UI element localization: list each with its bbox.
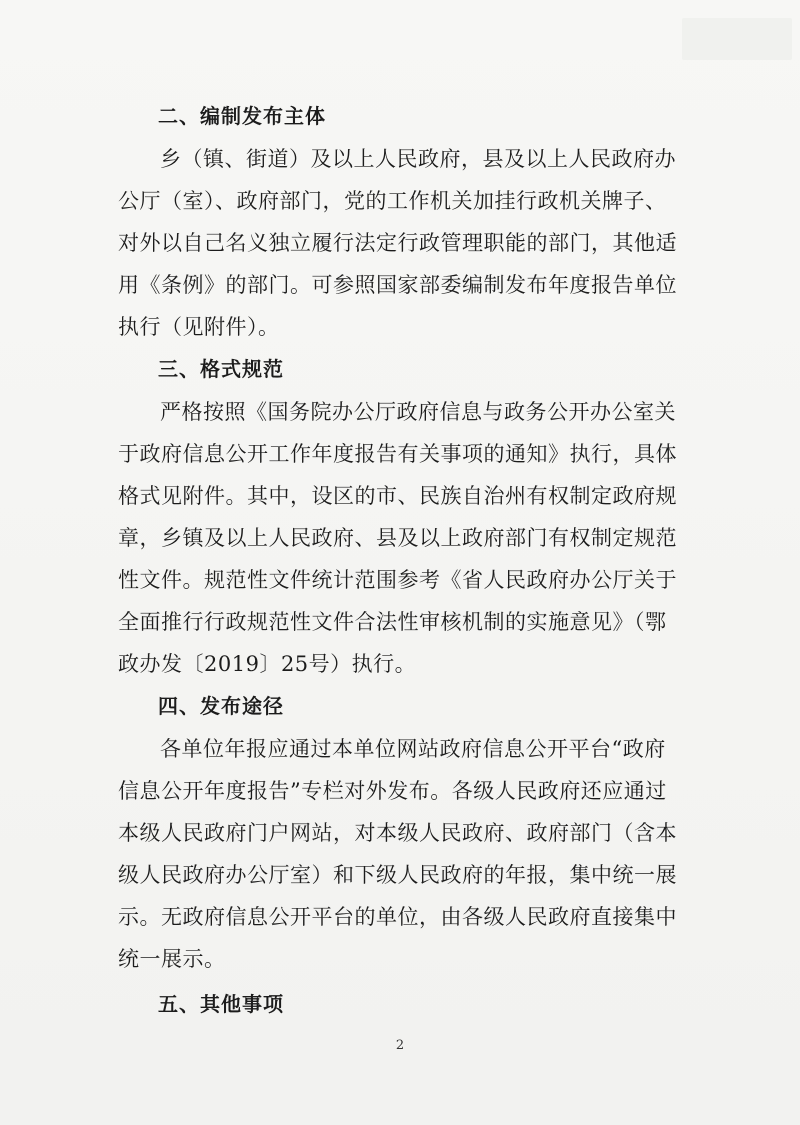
paragraph-line: 信息公开年度报告”专栏对外发布。各级人民政府还应通过 xyxy=(118,779,667,803)
paragraph-line: 执行（见附件）。 xyxy=(118,315,280,339)
paragraph-line: 性文件。规范性文件统计范围参考《省人民政府办公厅关于 xyxy=(118,568,677,592)
section-heading-publishing-channel: 四、发布途径 xyxy=(158,694,284,718)
paragraph-line: 各单位年报应通过本单位网站政府信息公开平台“政府 xyxy=(160,737,666,761)
paragraph-line: 示。无政府信息公开平台的单位，由各级人民政府直接集中 xyxy=(118,905,677,929)
paragraph-line: 级人民政府办公厅室）和下级人民政府的年报，集中统一展 xyxy=(118,863,677,887)
paragraph-line: 对外以自己名义独立履行法定行政管理职能的部门，其他适 xyxy=(118,231,677,255)
paragraph-line: 用《条例》的部门。可参照国家部委编制发布年度报告单位 xyxy=(118,273,677,297)
paragraph-line: 章，乡镇及以上人民政府、县及以上政府部门有权制定规范 xyxy=(118,526,677,550)
page-number: 2 xyxy=(395,1038,405,1053)
section-heading-other-matters: 五、其他事项 xyxy=(158,992,284,1016)
paragraph-line: 全面推行行政规范性文件合法性审核机制的实施意见》（鄂 xyxy=(118,610,667,634)
document-body xyxy=(118,95,708,1026)
paragraph-line: 本级人民政府门户网站，对本级人民政府、政府部门（含本 xyxy=(118,821,677,845)
paragraph-line: 乡（镇、街道）及以上人民政府，县及以上人民政府办 xyxy=(160,147,676,171)
paragraph-line: 公厅（室）、政府部门，党的工作机关加挂行政机关牌子、 xyxy=(118,189,667,213)
paragraph-line: 格式见附件。其中，设区的市、民族自治州有权制定政府规 xyxy=(118,484,677,508)
paragraph-line: 于政府信息公开工作年度报告有关事项的通知》执行，具体 xyxy=(118,442,677,466)
scan-corner-mark xyxy=(682,18,792,60)
section-heading-publishing-entity: 二、编制发布主体 xyxy=(158,104,326,128)
paragraph-line: 统一展示。 xyxy=(118,947,226,971)
section-heading-format-spec: 三、格式规范 xyxy=(158,357,284,381)
paragraph-line: 严格按照《国务院办公厅政府信息与政务公开办公室关 xyxy=(160,400,676,424)
paragraph-line: 政办发〔2019〕25号）执行。 xyxy=(118,652,417,676)
